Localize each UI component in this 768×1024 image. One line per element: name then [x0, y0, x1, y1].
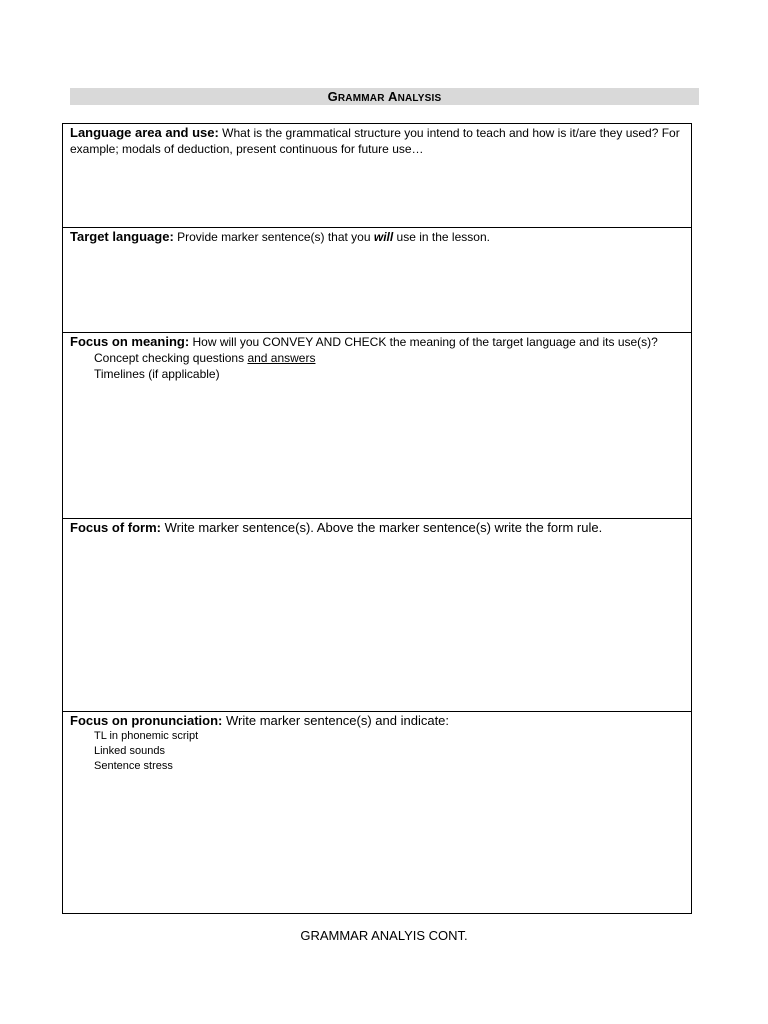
section-description: What is the grammatical structure you intend to teach and how is it/are they used? For example; modals of deduction, present continuous for future use… [70, 126, 680, 156]
row-focus-pronunciation [63, 712, 692, 914]
list-item: Timelines (if applicable) [94, 367, 220, 381]
section-description: Write marker sentence(s) and indicate: [222, 713, 450, 728]
footer-continuation: GRAMMAR ANALYIS CONT. [300, 928, 468, 943]
section-description: How will you CONVEY AND CHECK the meaning of the target language and its use(s)? [189, 335, 658, 349]
section-description-end: use in the lesson. [393, 230, 490, 244]
cell-focus-meaning[interactable] [63, 333, 692, 519]
section-emphasis: will [373, 230, 394, 244]
section-label: Target language: [70, 229, 174, 244]
cell-focus-form[interactable] [63, 519, 692, 712]
page-title: GRAMMAR ANALYSIS [327, 89, 442, 104]
cell-focus-pronunciation[interactable] [63, 712, 692, 914]
section-description: Write marker sentence(s). Above the marker sentence(s) write the form rule. [161, 520, 603, 535]
section-label: Focus of form: [70, 520, 161, 535]
section-description: Provide marker sentence(s) that you [173, 230, 374, 244]
row-focus-form [63, 519, 692, 712]
section-label: Language area and use: [70, 125, 219, 140]
row-language-area [63, 124, 692, 228]
title-bar [70, 88, 699, 105]
list-item: TL in phonemic script [94, 730, 199, 742]
section-label: Focus on meaning: [70, 334, 190, 349]
grammar-analysis-table [62, 123, 692, 914]
cell-language-area[interactable] [63, 124, 692, 228]
section-label: Focus on pronunciation: [70, 713, 223, 728]
list-item: Sentence stress [94, 760, 173, 772]
list-item: Concept checking questions and answers [94, 351, 316, 365]
row-target-language [63, 228, 692, 333]
row-focus-meaning [63, 333, 692, 519]
cell-target-language[interactable] [63, 228, 692, 333]
list-item: Linked sounds [94, 745, 165, 757]
